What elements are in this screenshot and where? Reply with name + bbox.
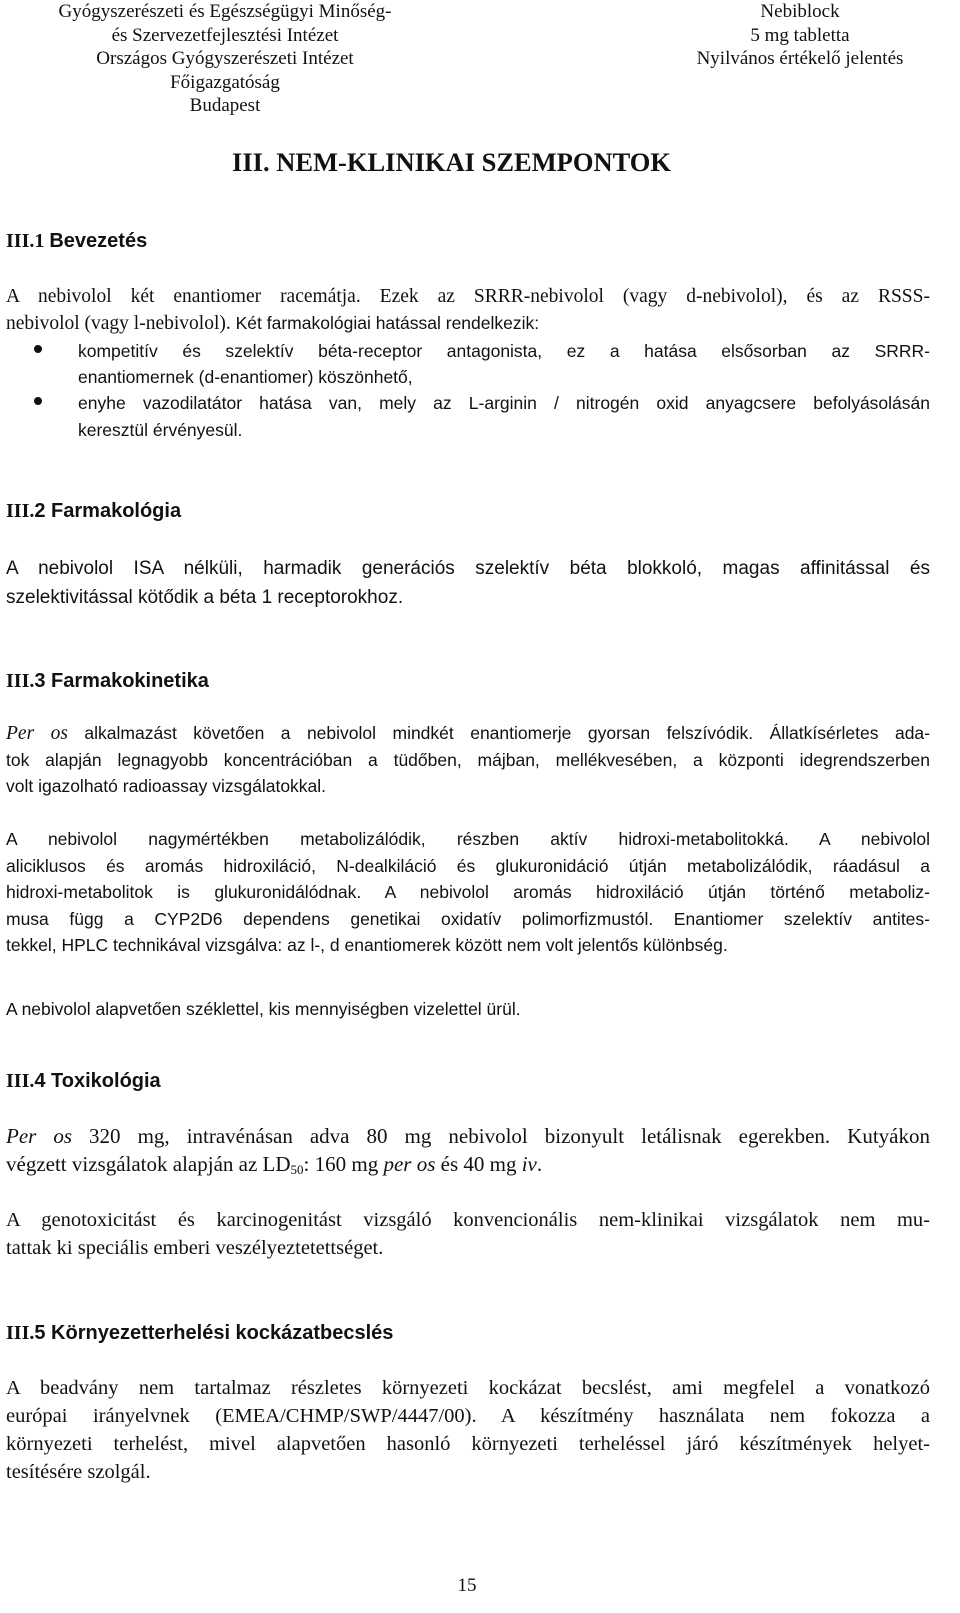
section-number: III. bbox=[6, 1322, 35, 1344]
text-line: A nebivolol két enantiomer racemátja. Ezek az SRRR-nebivolol (vagy d-nebivolol), és az RSSS- bbox=[6, 286, 930, 307]
pharmacology-paragraph bbox=[6, 554, 930, 612]
section-title: 2 Farmakológia bbox=[34, 500, 182, 522]
text-line: A genotoxicitást és karcinogenitást vizsgáló konvencionális nem-klinikai vizsgálatok nem mu- bbox=[6, 1209, 930, 1231]
text-fragment: : 160 mg bbox=[303, 1152, 384, 1176]
header-institution bbox=[0, 0, 450, 118]
text-line: szelektivitással kötődik a béta 1 receptorokhoz. bbox=[6, 587, 404, 608]
text-fragment: per os bbox=[383, 1152, 436, 1176]
text-fragment: iv bbox=[521, 1152, 537, 1176]
header-left-line: Országos Gyógyszerészeti Intézet bbox=[96, 48, 354, 69]
text-line bbox=[6, 1150, 930, 1178]
text-fragment: 320 mg, intravénásan adva 80 mg nebivolol bizonyult letálisnak egerekben. Kutyákon bbox=[72, 1124, 930, 1148]
section-title: 5 Környezetterhelési kockázatbecslés bbox=[34, 1322, 394, 1344]
text-line: volt igazolható radioassay vizsgálatokkal. bbox=[6, 776, 327, 796]
section-heading-kornyezetterheles bbox=[6, 1322, 393, 1345]
text-line: kompetitív és szelektív béta-receptor antagonista, ez a hatása elsősorban az SRRR- bbox=[78, 341, 930, 361]
toxicology-paragraph-2 bbox=[6, 1206, 930, 1262]
section-heading-farmakologia bbox=[6, 500, 181, 523]
text-line: enantiomernek (d-enantiomer) köszönhető, bbox=[78, 367, 413, 388]
text-fragment: alkalmazást követően a nebivolol mindkét enantiomerje gyorsan felszívódik. Állatkísérletes ada- bbox=[67, 723, 930, 743]
text-line: keresztül érvényesül. bbox=[78, 419, 243, 440]
page-number: 15 bbox=[457, 1575, 477, 1596]
pharmacokinetics-paragraph-3 bbox=[6, 996, 930, 1022]
section-heading-toxikologia bbox=[6, 1070, 161, 1093]
bullet-icon bbox=[34, 345, 42, 353]
header-product bbox=[640, 0, 960, 71]
environment-paragraph bbox=[6, 1374, 930, 1486]
chapter-title: III. NEM-KLINIKAI SZEMPONTOK bbox=[232, 147, 672, 177]
header-left-line: Gyógyszerészeti és Egészségügyi Minőség- bbox=[58, 1, 392, 22]
intro-paragraph bbox=[6, 284, 930, 337]
text-line bbox=[6, 310, 930, 337]
text-line: hidroxi-metabolitok is glukuronidálódnak. A nebivolol aromás hidroxiláció útján történő metaboliz- bbox=[6, 882, 930, 902]
header-left-line: Főigazgatóság bbox=[170, 71, 280, 93]
section-heading-bevezetes bbox=[6, 230, 147, 253]
text-line: tekkel, HPLC technikával vizsgálva: az l-, d enantiomerek között nem volt jelentős különbség. bbox=[6, 935, 728, 955]
section-number: III. bbox=[6, 670, 35, 692]
bullet-icon bbox=[34, 397, 42, 405]
section-title: 4 Toxikológia bbox=[34, 1070, 161, 1092]
list-item bbox=[78, 390, 930, 442]
text-line: tesítésére szolgál. bbox=[6, 1461, 151, 1483]
header-right-line: Nebiblock bbox=[760, 1, 840, 22]
text-line: környezeti terhelést, mivel alapvetően hasonló környezeti terheléssel járó készítmények helyet- bbox=[6, 1433, 930, 1455]
text-fragment: végzett vizsgálatok alapján az LD bbox=[6, 1152, 291, 1176]
section-title: 3 Farmakokinetika bbox=[34, 670, 209, 692]
section-number: III. bbox=[6, 500, 35, 522]
section-heading-farmakokinetika bbox=[6, 670, 209, 693]
text-line: tok alapján legnagyobb koncentrációban a tüdőben, májban, mellékvesében, a központi idegrendszerben bbox=[6, 750, 930, 770]
text-line bbox=[6, 1122, 930, 1150]
text-fragment: nebivolol (vagy l-nebivolol). bbox=[6, 313, 231, 335]
text-line: enyhe vazodilatátor hatása van, mely az L-arginin / nitrogén oxid anyagcsere befolyásolásán bbox=[78, 393, 930, 414]
pharmacokinetics-paragraph-2 bbox=[6, 826, 930, 959]
text-line: aliciklusos és aromás hidroxiláció, N-dealkiláció és glukuronidáció útján metabolizálódik, ráadásul a bbox=[6, 855, 930, 876]
text-line: európai irányelvnek (EMEA/CHMP/SWP/4447/00). A készítmény használata nem fokozza a bbox=[6, 1405, 930, 1427]
text-fragment: Két farmakológiai hatással rendelkezik: bbox=[235, 313, 540, 334]
toxicology-paragraph-1 bbox=[6, 1122, 930, 1178]
text-line: musa függ a CYP2D6 dependens genetikai oxidatív polimorfizmustól. Enantiomer szelektív antites- bbox=[6, 908, 930, 929]
text-fragment: . bbox=[536, 1152, 543, 1176]
text-line bbox=[6, 720, 930, 747]
header-left-line: és Szervezetfejlesztési Intézet bbox=[111, 24, 339, 46]
bullet-list bbox=[78, 338, 930, 443]
text-line: A nebivolol alapvetően széklettel, kis mennyiségben vizelettel ürül. bbox=[6, 999, 521, 1019]
header-right-line: 5 mg tabletta bbox=[750, 24, 850, 46]
text-line: A beadvány nem tartalmaz részletes környezeti kockázat becslést, ami megfelel a vonatkozó bbox=[6, 1377, 930, 1399]
list-item bbox=[78, 338, 930, 390]
section-number: III. bbox=[6, 1070, 35, 1092]
section-title: Bevezetés bbox=[49, 230, 148, 252]
text-fragment: Per os bbox=[6, 1124, 73, 1148]
text-line: A nebivolol ISA nélküli, harmadik generációs szelektív béta blokkoló, magas affinitással és bbox=[6, 558, 930, 579]
pharmacokinetics-paragraph-1 bbox=[6, 720, 930, 799]
header-left-line: Budapest bbox=[189, 95, 261, 116]
section-number: III.1 bbox=[6, 230, 45, 252]
text-fragment: Per os bbox=[6, 723, 68, 744]
subscript: 50 bbox=[290, 1162, 304, 1177]
header-right-line: Nyilvános értékelő jelentés bbox=[696, 48, 904, 69]
text-line: tattak ki speciális emberi veszélyeztetettséget. bbox=[6, 1237, 384, 1259]
text-fragment: és 40 mg bbox=[435, 1152, 522, 1176]
text-line: A nebivolol nagymértékben metabolizálódik, részben aktív hidroxi-metabolitokká. A nebivolol bbox=[6, 829, 930, 849]
